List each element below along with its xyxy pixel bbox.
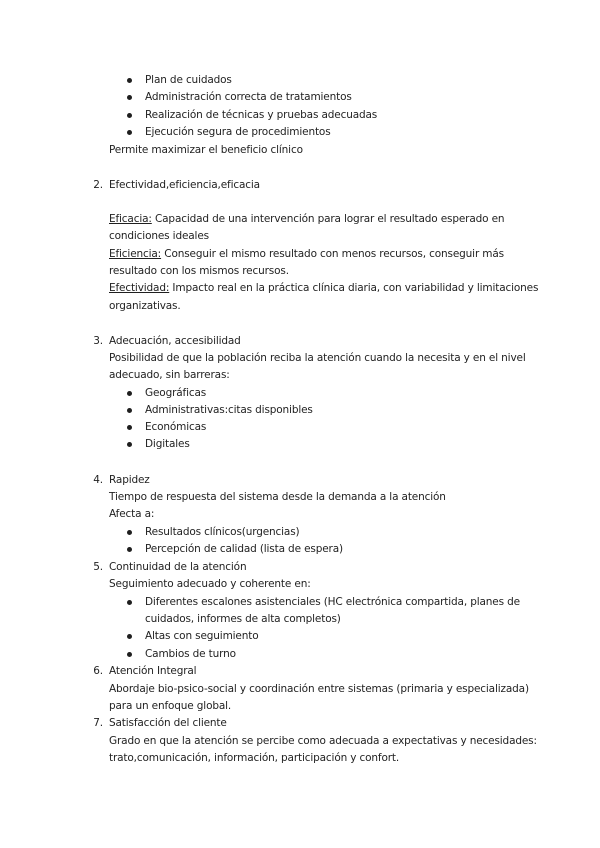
section-description: para un enfoque global. xyxy=(109,700,232,712)
definition-text: Capacidad de una intervención para lograr el resultado esperado en xyxy=(151,213,505,225)
list-number: 4. xyxy=(93,474,103,486)
list-item: Diferentes escalones asistenciales (HC electrónica compartida, planes de xyxy=(145,596,520,608)
list-item: Resultados clínicos(urgencias) xyxy=(145,526,300,538)
section-description: Grado en que la atención se percibe como adecuada a expectativas y necesidades: xyxy=(109,735,537,747)
definition-eficacia xyxy=(109,212,504,226)
list-number: 7. xyxy=(93,717,103,729)
list-number: 3. xyxy=(93,335,103,347)
section-description: Seguimiento adecuado y coherente en: xyxy=(109,578,311,590)
list-number: 5. xyxy=(93,561,103,573)
section-title: Adecuación, accesibilidad xyxy=(109,335,241,347)
list-item-continuation: cuidados, informes de alta completos) xyxy=(145,613,341,625)
definition-text: Conseguir el mismo resultado con menos recursos, conseguir más xyxy=(161,248,504,260)
section-description: Tiempo de respuesta del sistema desde la demanda a la atención xyxy=(109,491,446,503)
list-item: Geográficas xyxy=(145,387,207,399)
list-number: 2. xyxy=(93,179,103,191)
list-item: Plan de cuidados xyxy=(145,74,232,86)
section-description: adecuado, sin barreras: xyxy=(109,369,230,381)
list-item: Administración correcta de tratamientos xyxy=(145,91,352,103)
term-efectividad: Efectividad: xyxy=(109,282,170,294)
section-description: trato,comunicación, información, participación y confort. xyxy=(109,752,400,764)
section-description: Posibilidad de que la población reciba la atención cuando la necesita y en el nivel xyxy=(109,352,526,364)
list-item: Realización de técnicas y pruebas adecuadas xyxy=(145,109,378,121)
definition-text: condiciones ideales xyxy=(109,230,209,242)
list-item: Altas con seguimiento xyxy=(145,630,259,642)
section-description: Afecta a: xyxy=(109,508,155,520)
section-title: Efectividad,eficiencia,eficacia xyxy=(109,179,260,191)
section-title: Rapidez xyxy=(109,474,150,486)
section-title: Satisfacción del cliente xyxy=(109,717,227,729)
definition-text: Impacto real en la práctica clínica diaria, con variabilidad y limitaciones xyxy=(169,282,539,294)
list-item: Percepción de calidad (lista de espera) xyxy=(145,543,343,555)
term-eficiencia: Eficiencia: xyxy=(109,248,162,260)
section-description: Abordaje bio-psico-social y coordinación entre sistemas (primaria y especializada) xyxy=(109,683,529,695)
list-item: Administrativas:citas disponibles xyxy=(145,404,313,416)
list-item: Digitales xyxy=(145,438,190,450)
definition-efectividad xyxy=(109,281,538,295)
list-item: Ejecución segura de procedimientos xyxy=(145,126,331,138)
section-note: Permite maximizar el beneficio clínico xyxy=(109,144,303,156)
list-number: 6. xyxy=(93,665,103,677)
section-title: Atención Integral xyxy=(109,665,197,677)
definition-eficiencia xyxy=(109,247,504,261)
term-eficacia: Eficacia: xyxy=(109,213,152,225)
section-title: Continuidad de la atención xyxy=(109,561,247,573)
list-item: Económicas xyxy=(145,421,207,433)
list-item: Cambios de turno xyxy=(145,648,236,660)
definition-text: resultado con los mismos recursos. xyxy=(109,265,289,277)
definition-text: organizativas. xyxy=(109,300,181,312)
